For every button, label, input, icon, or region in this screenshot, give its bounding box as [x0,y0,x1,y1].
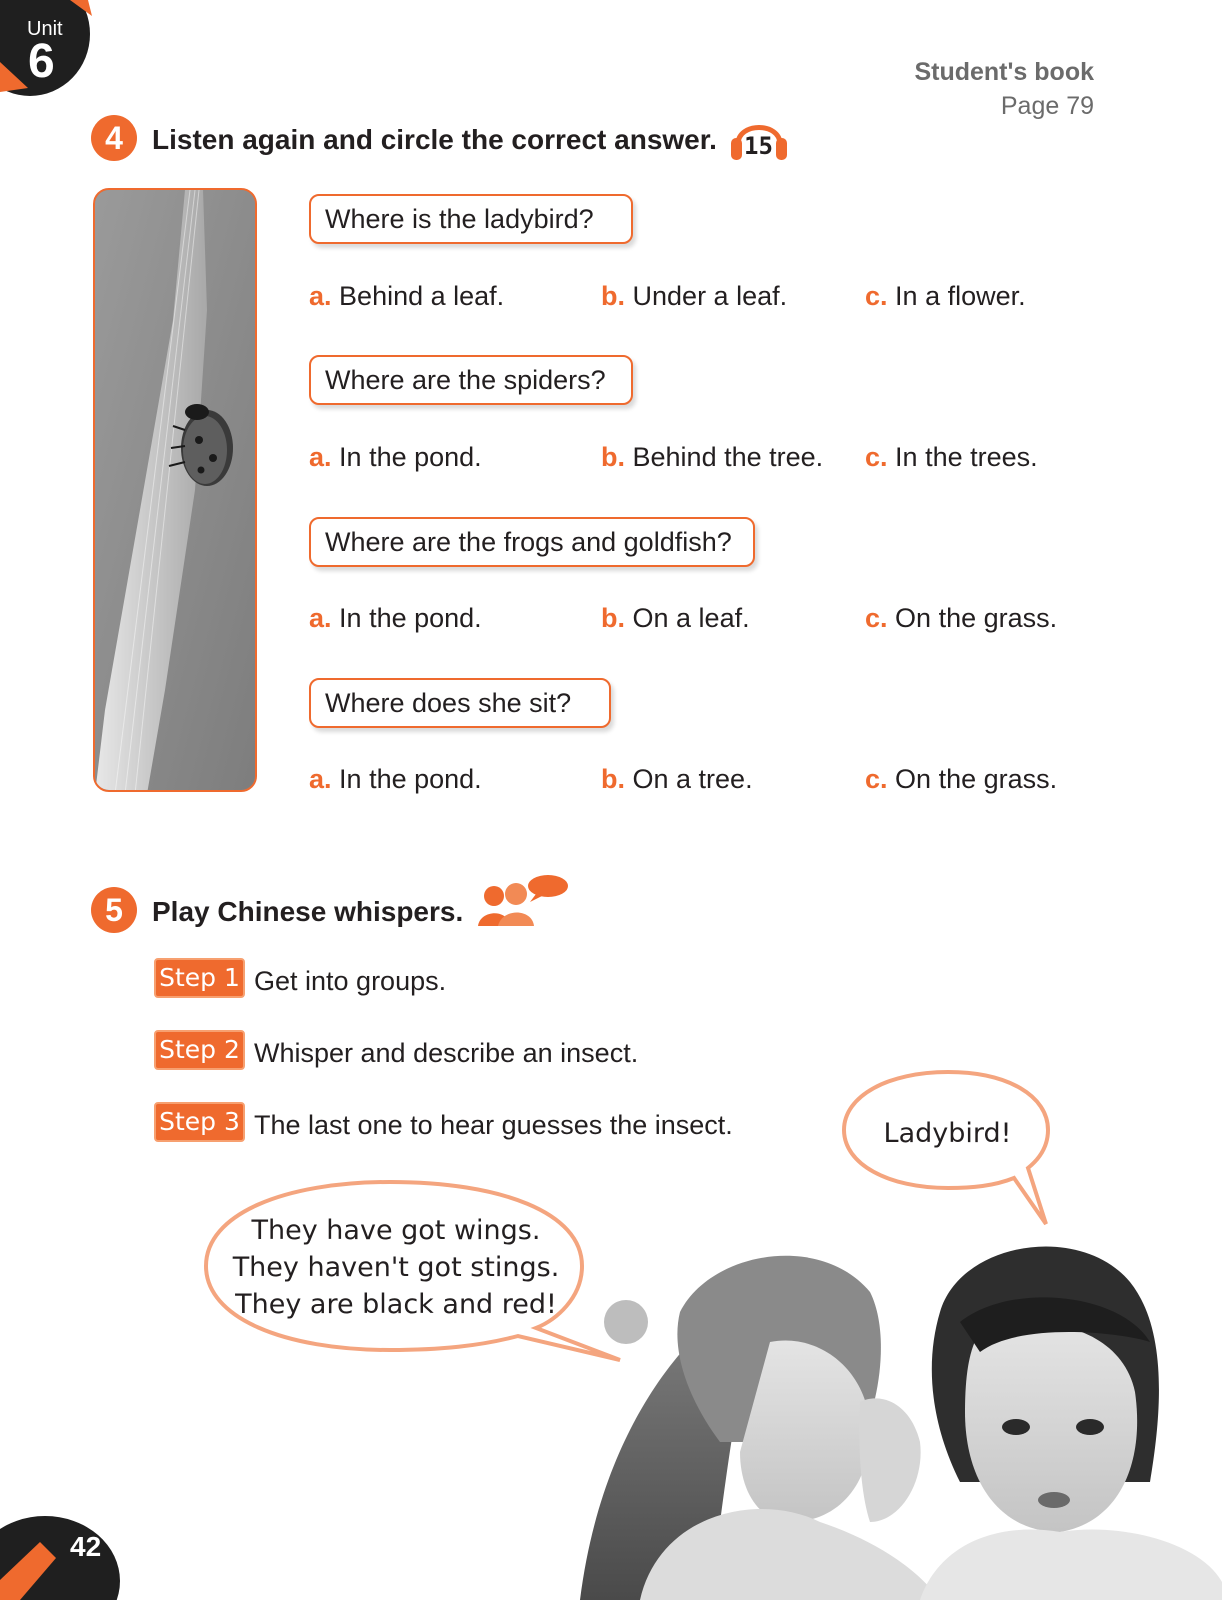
section-5-number: 5 [91,887,137,933]
q2-option-c[interactable]: c. In the trees. [865,442,1038,472]
q2-option-b[interactable]: b. Behind the tree. [601,442,824,472]
q4-option-b[interactable]: b. On a tree. [601,764,753,794]
bubble-left-text: They have got wings. They haven't got stings. They are black and red! [232,1215,560,1320]
step-1-badge: Step 1 [154,958,245,998]
q4-option-a[interactable]: a. In the pond. [309,764,482,794]
book-page: Page 79 [1000,92,1094,120]
unit-number: 6 [28,35,55,88]
q1-option-a[interactable]: a. Behind a leaf. [309,281,505,311]
step-1-text: Get into groups. [254,966,447,996]
section-5-title: Play Chinese whispers. [152,896,464,927]
question-1: Where is the ladybird? [309,194,633,244]
q3-option-b[interactable]: b. On a leaf. [601,603,750,633]
question-2: Where are the spiders? [309,355,633,405]
q4-option-c[interactable]: c. On the grass. [865,764,1058,794]
track-number: 15 [744,132,773,160]
q1-option-c[interactable]: c. In a flower. [865,281,1026,311]
q3-option-c[interactable]: c. On the grass. [865,603,1058,633]
girls-whispering-photo [560,1222,1222,1600]
q1-option-b[interactable]: b. Under a leaf. [601,281,788,311]
ladybird-photo [93,188,257,792]
page-accent-stripe [0,1530,80,1600]
question-3: Where are the frogs and goldfish? [309,517,755,567]
step-2-text: Whisper and describe an insect. [254,1038,639,1068]
q3-option-a[interactable]: a. In the pond. [309,603,482,633]
page-number: 42 [70,1531,102,1562]
step-3-badge: Step 3 [154,1102,245,1142]
section-4-number: 4 [91,115,137,161]
headphones-icon[interactable] [728,112,790,162]
book-title: Student's book [914,58,1094,86]
step-3-text: The last one to hear guesses the insect. [254,1110,733,1140]
question-4: Where does she sit? [309,678,611,728]
section-4-title: Listen again and circle the correct answer. [152,124,717,155]
pair-talk-icon [478,872,570,928]
bubble-right-text: Ladybird! [883,1118,1012,1149]
unit-label: Unit [27,18,63,40]
q2-option-a[interactable]: a. In the pond. [309,442,482,472]
step-2-badge: Step 2 [154,1030,245,1070]
